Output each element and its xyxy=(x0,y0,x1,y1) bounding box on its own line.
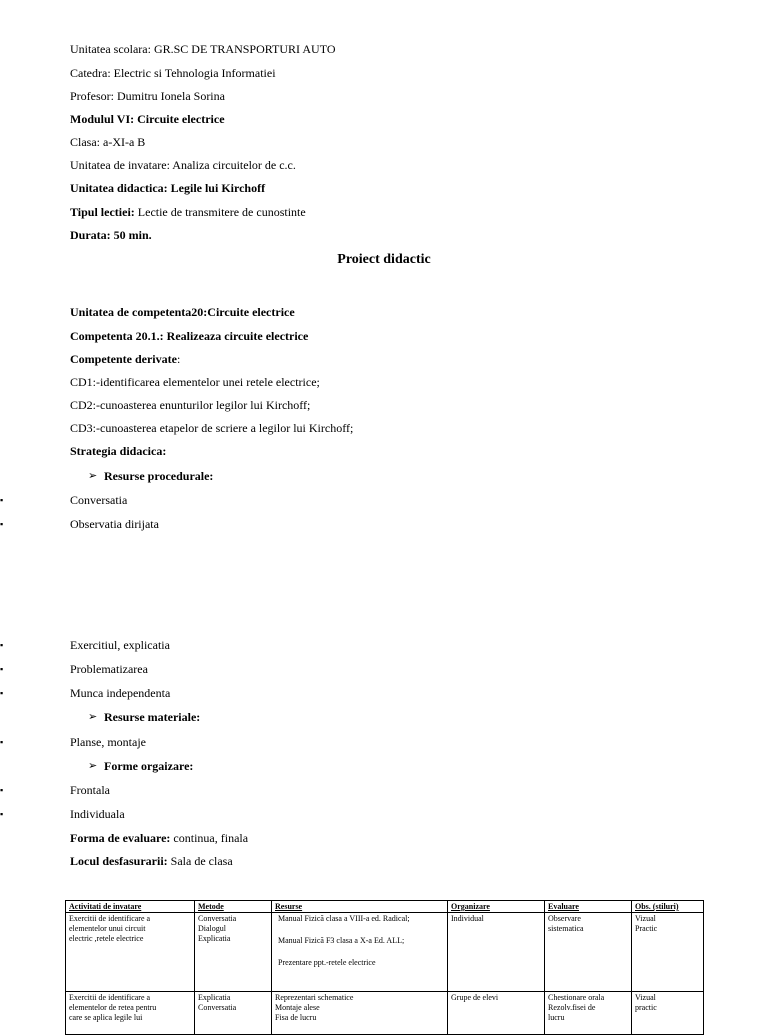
obs-cell xyxy=(632,913,704,992)
clasa: Clasa: a-XI-a B xyxy=(70,135,146,149)
list-item: Frontala xyxy=(70,783,110,797)
resurse-materiale-label: Resurse materiale: xyxy=(104,710,201,724)
column-header: Organizare xyxy=(448,901,545,913)
unitatea-scolara: Unitatea scolara: GR.SC DE TRANSPORTURI AUTO xyxy=(70,42,336,56)
cell-text: Fisa de lucru xyxy=(275,1013,317,1022)
square-bullet-icon: ▪ xyxy=(0,495,4,505)
square-bullet-icon: ▪ xyxy=(0,640,4,650)
column-header: Resurse xyxy=(272,901,448,913)
column-header: Metode xyxy=(195,901,272,913)
cell-text: Reprezentari schematice xyxy=(275,993,354,1002)
column-header: Obs. (stiluri) xyxy=(632,901,704,913)
cell-text: Chestionare orala xyxy=(548,993,605,1002)
cell-text: Prezentare ppt.-retele electrice xyxy=(278,958,376,967)
table-row xyxy=(66,913,704,992)
square-bullet-icon: ▪ xyxy=(0,785,4,795)
table-row xyxy=(66,992,704,1035)
table-header-row xyxy=(66,901,704,913)
locul-desfasurarii xyxy=(70,854,233,868)
tipul-lectiei xyxy=(70,205,306,219)
competente-derivate xyxy=(70,352,180,366)
cell-text: Conversatia xyxy=(198,1003,237,1012)
cd2: CD2:-cunoasterea enunturilor legilor lui Kirchoff; xyxy=(70,398,311,412)
square-bullet-icon: ▪ xyxy=(0,737,4,747)
activitati-cell xyxy=(66,913,195,992)
column-header: Evaluare xyxy=(545,901,632,913)
list-item: Observatia dirijata xyxy=(70,517,159,531)
cell-text: Exercitii de identificare a xyxy=(69,993,151,1002)
unitatea-invatare: Unitatea de invatare: Analiza circuitelor de c.c. xyxy=(70,158,296,172)
cell-text: elementelor unui circuit xyxy=(69,924,146,933)
modul: Modulul VI: Circuite electrice xyxy=(70,112,225,126)
cell-text: Observare xyxy=(548,914,581,923)
arrow-bullet-icon: ➢ xyxy=(88,470,98,482)
unitatea-didactica: Unitatea didactica: Legile lui Kirchoff xyxy=(70,181,266,195)
cell-text: care se aplica legile lui xyxy=(69,1013,143,1022)
cell-text: Rezolv.fisei de xyxy=(548,1003,596,1012)
cell-text: lucru xyxy=(548,1013,565,1022)
activitati-cell xyxy=(66,992,195,1035)
evaluare-cell xyxy=(545,992,632,1035)
organizare-cell xyxy=(448,913,545,992)
square-bullet-icon: ▪ xyxy=(0,664,4,674)
forma-evaluare-label: Forma de evaluare: xyxy=(70,831,171,845)
list-item: Individuala xyxy=(70,807,125,821)
forma-evaluare xyxy=(70,831,248,845)
catedra: Catedra: Electric si Tehnologia Informatiei xyxy=(70,66,276,80)
cell-text: Grupe de elevi xyxy=(451,993,499,1002)
competente-derivate-colon: : xyxy=(176,352,181,366)
metode-cell xyxy=(195,913,272,992)
cell-text: electric ,retele electrice xyxy=(69,934,144,943)
cell-text: Montaje alese xyxy=(275,1003,320,1012)
square-bullet-icon: ▪ xyxy=(0,688,4,698)
locul-label: Locul desfasurarii: xyxy=(70,854,168,868)
cd1: CD1:-identificarea elementelor unei retele electrice; xyxy=(70,375,320,389)
evaluare-cell xyxy=(545,913,632,992)
square-bullet-icon: ▪ xyxy=(0,519,4,529)
document-title: Proiect didactic xyxy=(337,252,431,267)
resurse-cell xyxy=(272,913,448,992)
competenta: Competenta 20.1.: Realizeaza circuite electrice xyxy=(70,329,309,343)
cd3: CD3:-cunoasterea etapelor de scriere a legilor lui Kirchoff; xyxy=(70,421,354,435)
resurse-cell xyxy=(272,992,448,1035)
cell-text: Vizual xyxy=(635,993,656,1002)
cell-text: Practic xyxy=(635,924,658,933)
column-header: Activitati de invatare xyxy=(66,901,195,913)
list-item: Problematizarea xyxy=(70,662,148,676)
organizare-cell xyxy=(448,992,545,1035)
list-item: Planse, montaje xyxy=(70,735,146,749)
arrow-bullet-icon: ➢ xyxy=(88,711,98,723)
square-bullet-icon: ▪ xyxy=(0,809,4,819)
forma-evaluare-value: continua, finala xyxy=(170,831,249,845)
cell-text: Individual xyxy=(451,914,484,923)
cell-text: sistematica xyxy=(548,924,584,933)
cell-text: Exercitii de identificare a xyxy=(69,914,151,923)
resurse-procedurale-label: Resurse procedurale: xyxy=(104,469,214,483)
arrow-bullet-icon: ➢ xyxy=(88,760,98,772)
list-item: Exercitiul, explicatia xyxy=(70,638,170,652)
metode-cell xyxy=(195,992,272,1035)
unitatea-competenta: Unitatea de competenta20:Circuite electrice xyxy=(70,305,295,319)
cell-text: Vizual xyxy=(635,914,656,923)
cell-text: Manual Fizică F3 clasa a X-a Ed. ALL; xyxy=(278,936,405,945)
competente-derivate-label: Competente derivate xyxy=(70,352,177,366)
cell-text: Conversatia xyxy=(198,914,237,923)
cell-text: Explicatia xyxy=(198,993,231,1002)
list-item: Conversatia xyxy=(70,493,128,507)
locul-value: Sala de clasa xyxy=(167,854,233,868)
durata: Durata: 50 min. xyxy=(70,228,152,242)
cell-text: Explicatia xyxy=(198,934,231,943)
activities-table xyxy=(65,900,704,1035)
cell-text: Dialogul xyxy=(198,924,226,933)
cell-text: elementelor de retea pentru xyxy=(69,1003,157,1012)
forme-organizare-label: Forme orgaizare: xyxy=(104,759,194,773)
list-item: Munca independenta xyxy=(70,686,171,700)
obs-cell xyxy=(632,992,704,1035)
profesor: Profesor: Dumitru Ionela Sorina xyxy=(70,89,225,103)
tipul-lectiei-label: Tipul lectiei: xyxy=(70,205,135,219)
tipul-lectiei-value: Lectie de transmitere de cunostinte xyxy=(134,205,306,219)
cell-text: Manual Fizică clasa a VIII-a ed. Radical; xyxy=(278,914,410,923)
cell-text: practic xyxy=(635,1003,657,1012)
strategia: Strategia didacica: xyxy=(70,444,167,458)
